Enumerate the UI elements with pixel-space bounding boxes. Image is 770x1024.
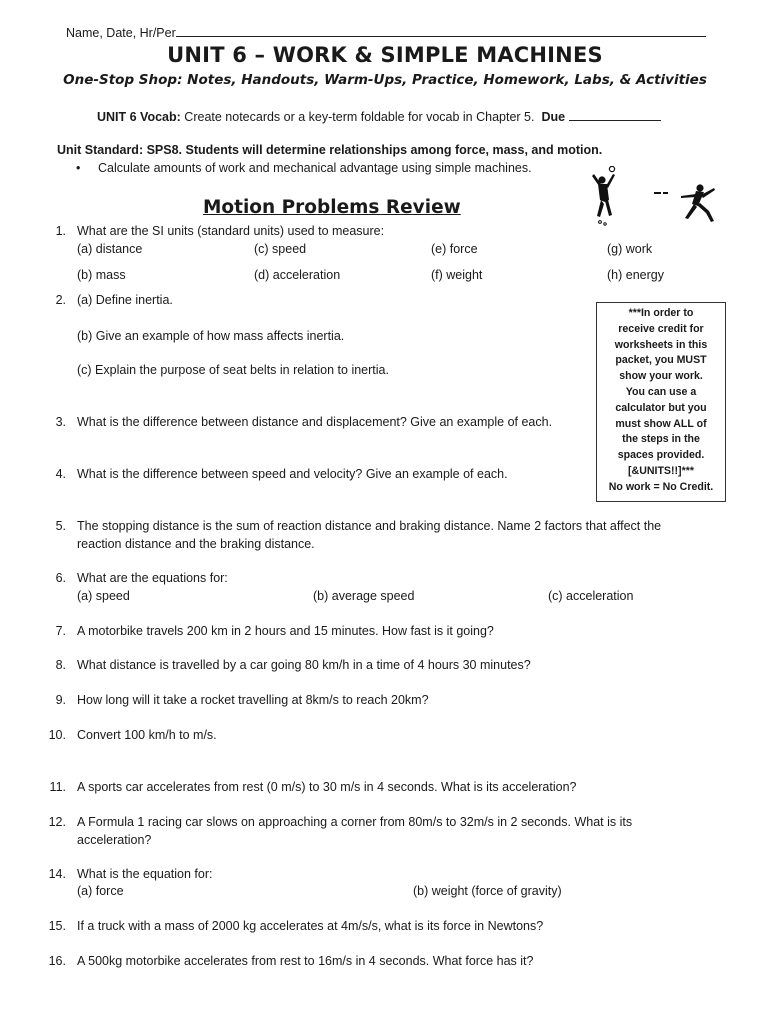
due-blank[interactable]	[569, 109, 661, 121]
question-number: 12.	[48, 815, 66, 829]
question-4-text: What is the difference between speed and velocity? Give an example of each.	[77, 467, 508, 481]
question-number: 1.	[55, 224, 66, 238]
question-number: 4.	[55, 467, 66, 481]
question-number: 3.	[55, 415, 66, 429]
credit-note-box	[596, 302, 726, 502]
vocab-label: UNIT 6 Vocab:	[97, 110, 181, 124]
note-line: receive credit for	[618, 322, 704, 335]
page-title: UNIT 6 – WORK & SIMPLE MACHINES	[167, 43, 603, 67]
question-15-text: If a truck with a mass of 2000 kg accelerates at 4m/s/s, what is its force in Newtons?	[77, 919, 544, 933]
question-2b-text: (b) Give an example of how mass affects inertia.	[77, 329, 345, 343]
question-number: 5.	[55, 519, 66, 533]
question-number: 15.	[48, 919, 66, 933]
note-line: must show ALL of	[615, 417, 707, 430]
note-line: worksheets in this	[614, 338, 708, 351]
vocab-text: Create notecards or a key-term foldable for vocab in Chapter 5.	[184, 110, 535, 124]
q14-option: (b) weight (force of gravity)	[413, 884, 562, 898]
runner-figure-icon	[654, 184, 715, 222]
due-label: Due	[541, 110, 566, 124]
question-16-text: A 500kg motorbike accelerates from rest to 16m/s in 4 seconds. What force has it?	[77, 954, 534, 968]
bullet-text: Calculate amounts of work and mechanical advantage using simple machines.	[98, 161, 532, 175]
q6-option: (a) speed	[77, 589, 130, 603]
question-10-text: Convert 100 km/h to m/s.	[77, 728, 217, 742]
question-number: 9.	[55, 693, 66, 707]
question-number: 2.	[55, 293, 66, 307]
juggler-figure-icon	[592, 166, 615, 225]
question-2a-text: (a) Define inertia.	[77, 293, 173, 307]
question-14-text: What is the equation for:	[77, 867, 213, 881]
q1-option: (a) distance	[77, 242, 143, 256]
note-line: show your work.	[619, 370, 703, 383]
question-7-text: A motorbike travels 200 km in 2 hours and 15 minutes. How fast is it going?	[77, 624, 494, 638]
question-2c-text: (c) Explain the purpose of seat belts in relation to inertia.	[77, 363, 389, 377]
note-line: ***In order to	[628, 307, 694, 319]
question-5-text-cont: reaction distance and the braking distance.	[77, 537, 315, 551]
name-blank[interactable]	[176, 25, 706, 37]
q1-option: (b) mass	[77, 268, 126, 282]
q1-option: (c) speed	[254, 242, 307, 256]
question-number: 8.	[55, 658, 66, 672]
standard-bullet	[76, 161, 532, 175]
question-number: 11.	[49, 780, 66, 794]
q1-option: (h) energy	[607, 268, 664, 282]
clipart-figures	[588, 166, 728, 228]
q1-option: (g) work	[607, 242, 653, 256]
bullet-icon: •	[76, 161, 81, 175]
note-line: the steps in the	[622, 433, 700, 446]
name-date-line	[66, 25, 706, 40]
question-number: 10.	[48, 728, 66, 742]
question-9-text: How long will it take a rocket travelling at 8km/s to reach 20km?	[77, 693, 429, 707]
name-date-label: Name, Date, Hr/Per	[66, 26, 176, 40]
question-5-text: The stopping distance is the sum of reaction distance and braking distance. Name 2 factors that affect the	[77, 519, 662, 533]
q14-option: (a) force	[77, 884, 124, 898]
question-number: 7.	[55, 624, 66, 638]
unit-standard: Unit Standard: SPS8. Students will determine relationships among force, mass, and motion.	[57, 143, 603, 157]
note-line: calculator but you	[615, 401, 707, 414]
section-title: Motion Problems Review	[203, 197, 461, 218]
question-12-text: A Formula 1 racing car slows on approaching a corner from 80m/s to 32m/s in 2 seconds. What is its	[77, 815, 633, 829]
note-line: You can use a	[625, 385, 697, 398]
q1-option: (f) weight	[431, 268, 483, 282]
note-line: packet, you MUST	[615, 354, 707, 367]
question-3-text: What is the difference between distance and displacement? Give an example of each.	[77, 415, 553, 429]
question-8-text: What distance is travelled by a car going 80 km/h in a time of 4 hours 30 minutes?	[77, 658, 531, 672]
question-1-text: What are the SI units (standard units) used to measure:	[77, 224, 385, 238]
q1-option: (e) force	[431, 242, 478, 256]
note-line: No work = No Credit.	[608, 480, 714, 493]
question-number: 6.	[55, 571, 66, 585]
q6-option: (c) acceleration	[548, 589, 634, 603]
question-11-text: A sports car accelerates from rest (0 m/s) to 30 m/s in 4 seconds. What is its acceleration?	[77, 780, 577, 794]
question-number: 16.	[48, 954, 66, 968]
question-6-text: What are the equations for:	[77, 571, 228, 585]
note-line: spaces provided.	[617, 449, 705, 462]
vocab-line	[97, 109, 661, 124]
note-line: [&UNITS!!]***	[628, 464, 694, 477]
question-12-text-cont: acceleration?	[77, 833, 152, 847]
q1-option: (d) acceleration	[254, 268, 341, 282]
page-subtitle: One-Stop Shop: Notes, Handouts, Warm-Ups, Practice, Homework, Labs, & Activities	[63, 72, 707, 88]
question-number: 14.	[48, 867, 66, 881]
q6-option: (b) average speed	[313, 589, 415, 603]
